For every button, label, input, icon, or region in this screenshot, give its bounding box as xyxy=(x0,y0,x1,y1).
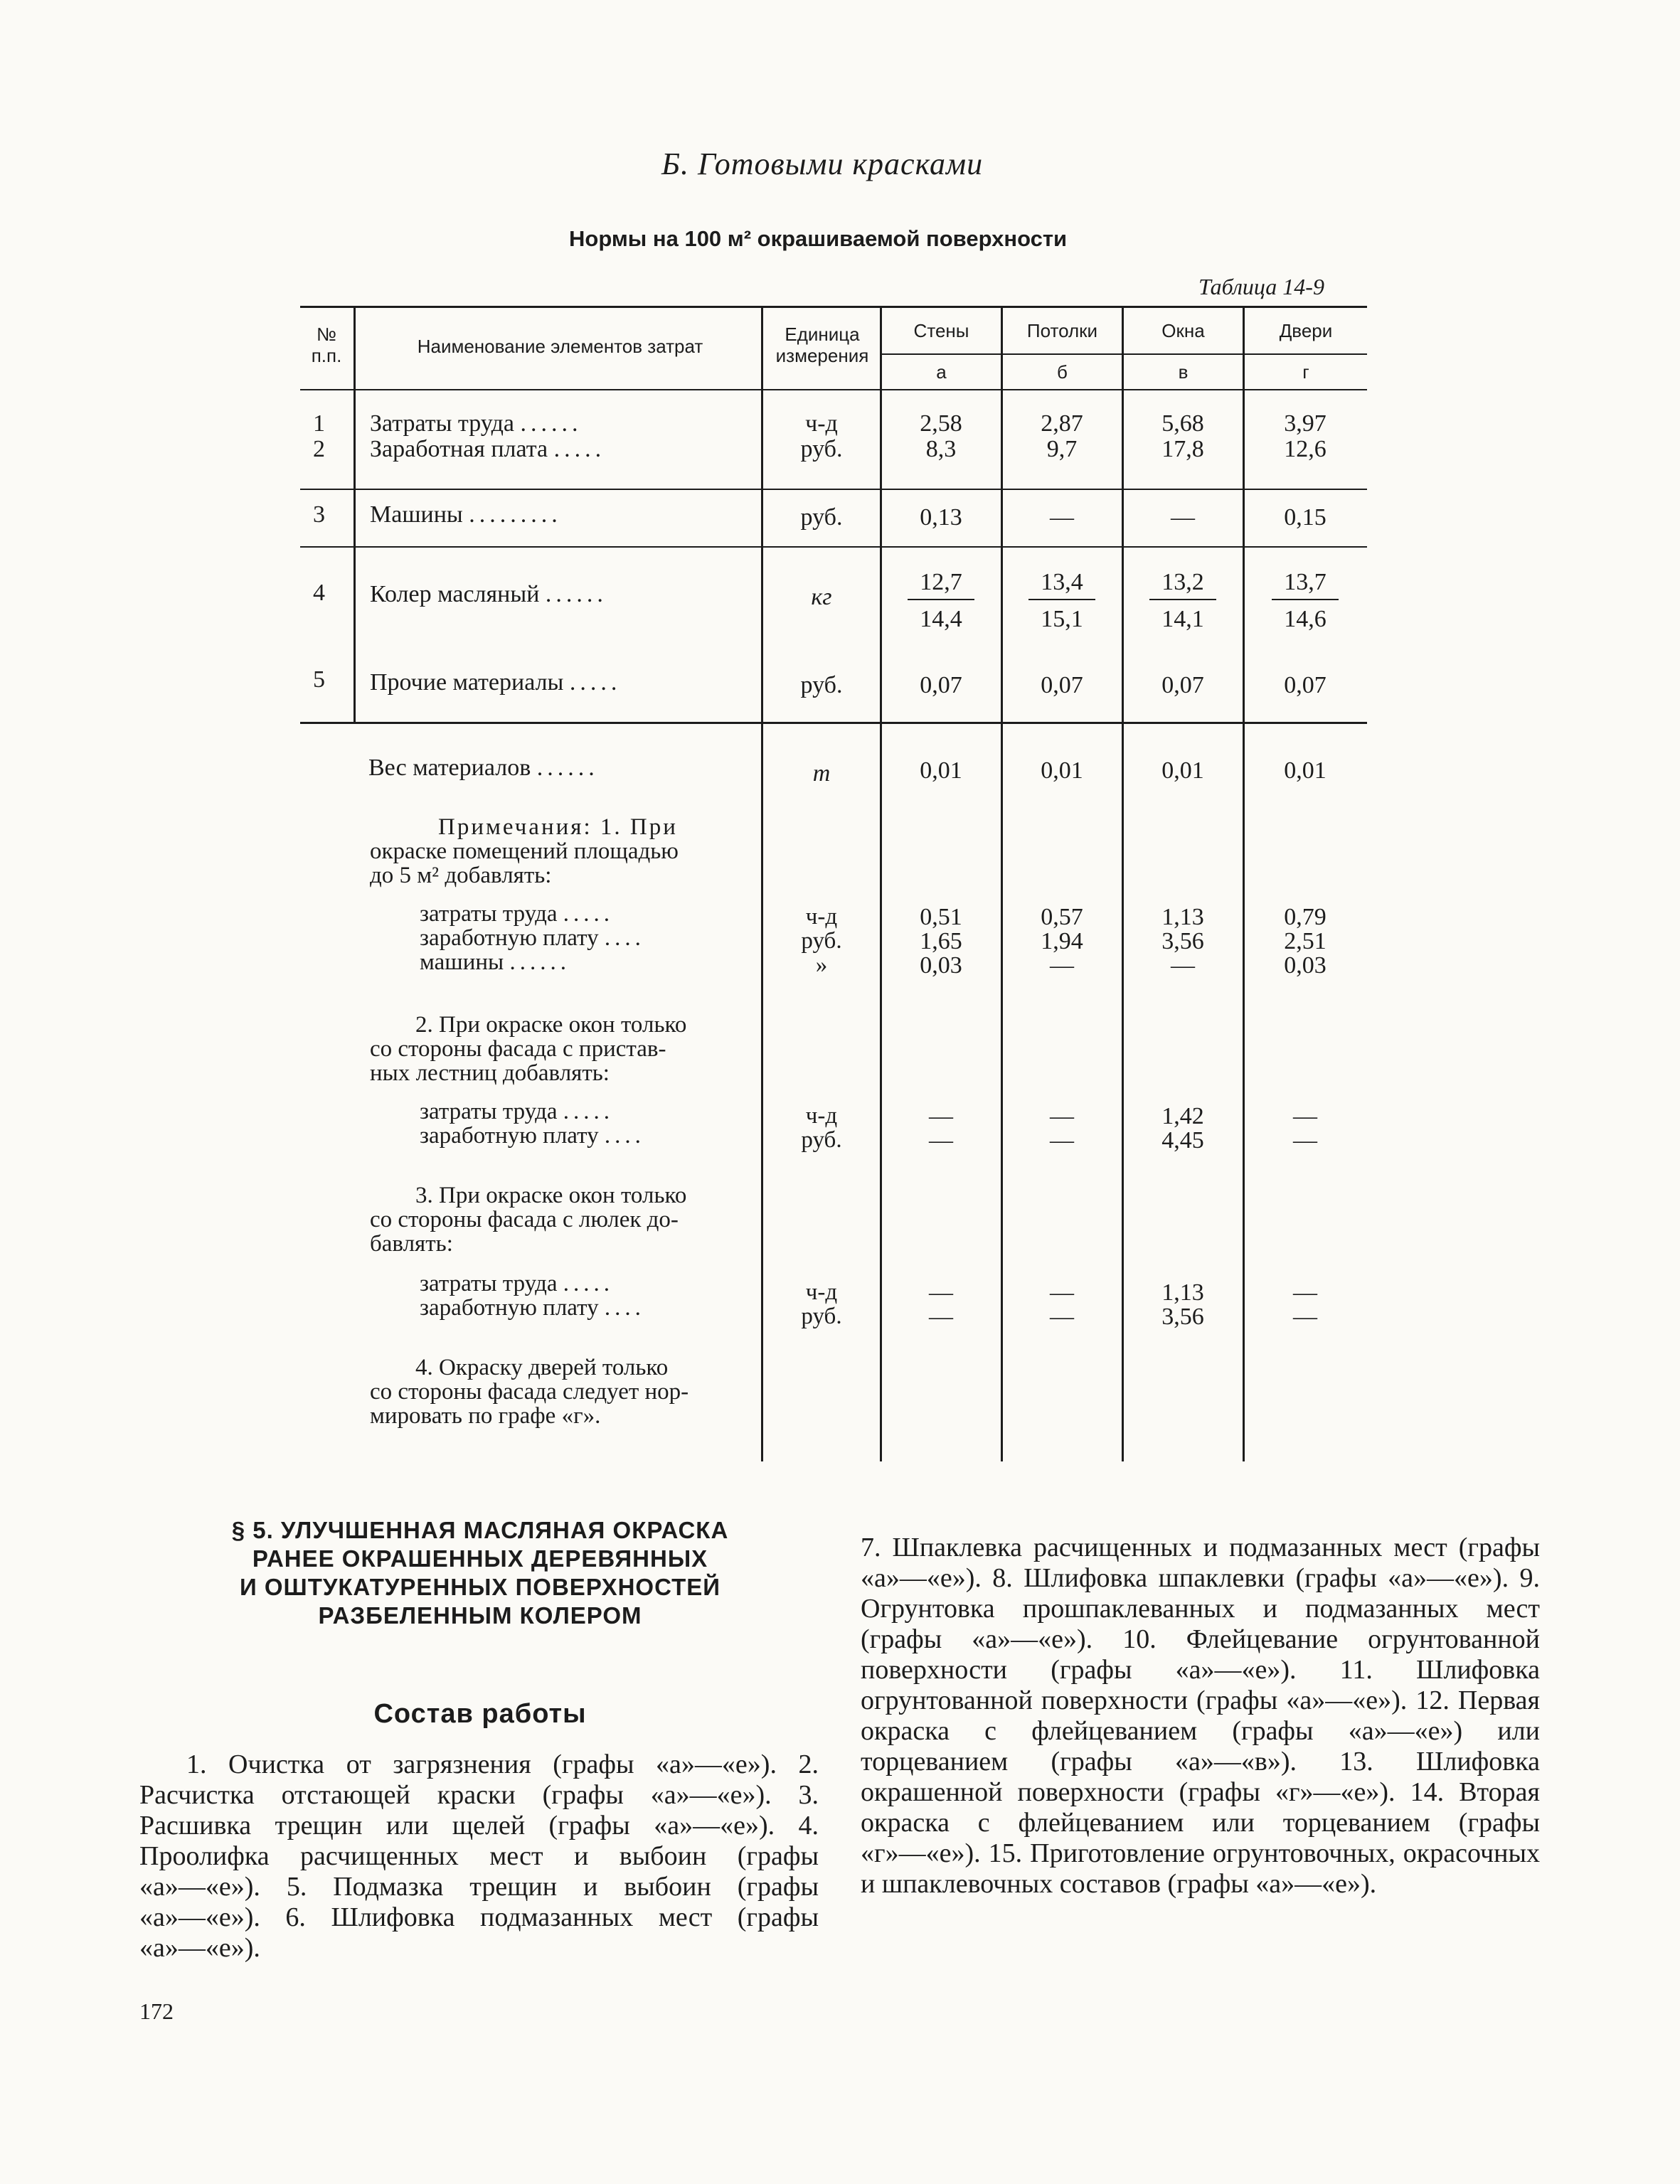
value-cell: 0,07 xyxy=(1161,672,1204,698)
value-cell: 0,07 xyxy=(920,672,962,698)
row-num: 4 xyxy=(313,580,325,606)
row-unit: т xyxy=(812,760,831,787)
fraction-cell: 13,4 15,1 xyxy=(1001,569,1122,633)
value-cell: 2,51 xyxy=(1284,928,1327,954)
header-letter-b: б xyxy=(1057,361,1068,383)
note-item-unit: руб. xyxy=(801,1304,842,1329)
value-cell: — xyxy=(1050,1103,1074,1129)
value-cell: 2,58 xyxy=(920,410,962,437)
note-item-unit: руб. xyxy=(801,1127,842,1153)
note-text: 3. При окраске окон только со стороны фасада с люлек до- бавлять: xyxy=(370,1183,687,1257)
col-rule-num xyxy=(353,306,356,722)
value-cell: 0,03 xyxy=(1284,952,1327,979)
value-cell: 17,8 xyxy=(1161,436,1204,462)
value-cell: — xyxy=(1050,952,1074,979)
value-cell: — xyxy=(1050,1279,1074,1306)
value-cell: — xyxy=(929,1103,953,1129)
row-unit: руб. xyxy=(800,672,843,698)
fraction-cell: 13,7 14,6 xyxy=(1245,569,1366,633)
note-text: 2. При окраске окон только со стороны фасада с пристав- ных лестниц добавлять: xyxy=(370,1012,687,1086)
note-item-name: затраты труда ..... xyxy=(420,1271,615,1296)
value-cell: 2,87 xyxy=(1041,410,1083,437)
row-name: Машины ......... xyxy=(370,501,562,528)
value-cell: 0,51 xyxy=(920,904,962,930)
header-num: № п.п. xyxy=(311,324,342,366)
value-cell: — xyxy=(1171,952,1195,979)
value-cell: — xyxy=(1050,1127,1074,1154)
value-cell: 0,07 xyxy=(1041,672,1083,698)
row-num: 2 xyxy=(313,436,325,462)
value-cell: — xyxy=(1050,504,1074,531)
note-item-unit: ч-д xyxy=(805,1103,838,1129)
norms-title: Нормы на 100 м² окрашиваемой поверхности xyxy=(569,226,1068,251)
header-col-d: Двери xyxy=(1279,320,1333,341)
header-unit: Единица измерения xyxy=(775,324,869,366)
note-item-name: затраты труда ..... xyxy=(420,1099,615,1124)
header-letter-a: а xyxy=(936,361,947,383)
header-letter-c: в xyxy=(1178,361,1189,383)
fraction-cell: 12,7 14,4 xyxy=(881,569,1001,633)
page-number: 172 xyxy=(139,1998,174,2024)
value-cell: — xyxy=(1293,1279,1317,1306)
value-cell: — xyxy=(1293,1304,1317,1330)
right-column-text: 7. Шпаклевка расчищенных и подмазанных мест (графы «а»—«е»). 8. Шлифовка шпаклевки (графы «а»—«е»). 9. Огрунтовка прошпаклеванных и подмазанных мест (графы «а»—«е»). 10. Флейцевание огрунтованной поверхности (графы «а»—«е»). 11. Шлифовка огрунтованной поверхности (графы «а»—«е»). 12. Первая окраска с флейцеванием (графы «а»—«е») или торцеванием (графы «а»—«в»). 13. Шлифовка окрашенной поверхности (графы «г»—«е»). 14. Вторая окраска с флейцеванием или торцеванием (графы «г»—«е»). 15. Приготовление огрунтовочных, окрасочных и шпаклевочных составов (графы «а»—«е»). xyxy=(861,1533,1540,1899)
row-rule-1 xyxy=(300,489,1367,490)
left-column-text: 1. Очистка от загрязнения (графы «а»—«е»). 2. Расчистка отстающей краски (графы «а»—«е»). 3. Расшивка трещин или щелей (графы «а»—«е»). 4. Проолифка расчищенных мест и выбоин (графы «а»—«е»). 5. Подмазка трещин и выбоин (графы «а»—«е»). 6. Шлифовка подмазанных мест (графы «а»—«е»). xyxy=(139,1749,819,1963)
note-item-unit: ч-д xyxy=(805,904,838,929)
note-item-unit: ч-д xyxy=(805,1279,838,1305)
value-cell: 9,7 xyxy=(1046,436,1078,462)
value-cell: 1,65 xyxy=(920,928,962,954)
note-text: Примечания: 1. При окраске помещений площадью до 5 м² добавлять: xyxy=(370,814,679,888)
row-unit: кг xyxy=(811,584,832,610)
value-cell: 3,56 xyxy=(1161,1304,1204,1330)
col-rule-name xyxy=(761,306,763,1461)
header-col-c: Окна xyxy=(1161,320,1205,341)
note-text: 4. Окраску дверей только со стороны фасада следует нор- мировать по графе «г». xyxy=(370,1355,689,1429)
value-cell: 0,13 xyxy=(920,504,962,531)
value-cell: 0,79 xyxy=(1284,904,1327,930)
note-item-unit: руб. xyxy=(801,928,842,954)
value-cell: 0,15 xyxy=(1284,504,1327,531)
value-cell: 1,13 xyxy=(1161,904,1204,930)
section-subheading: Б. Готовыми красками xyxy=(661,147,984,181)
row-num: 5 xyxy=(313,666,325,693)
fraction-cell: 13,2 14,1 xyxy=(1122,569,1243,633)
header-col-b: Потолки xyxy=(1026,320,1098,341)
value-cell: 1,94 xyxy=(1041,928,1083,954)
value-cell: 3,56 xyxy=(1161,928,1204,954)
note-item-name: заработную плату .... xyxy=(420,1295,645,1321)
value-cell: 0,01 xyxy=(1284,757,1327,784)
table-mid-rule xyxy=(300,722,1367,724)
table-label: Таблица 14-9 xyxy=(1198,274,1324,299)
header-col-a: Стены xyxy=(913,320,969,341)
value-cell: — xyxy=(1293,1127,1317,1154)
value-cell: 0,07 xyxy=(1284,672,1327,698)
value-cell: — xyxy=(929,1279,953,1306)
value-cell: 12,6 xyxy=(1284,436,1327,462)
value-cell: 0,01 xyxy=(1041,757,1083,784)
header-name: Наименование элементов затрат xyxy=(417,336,703,357)
row-rule-2 xyxy=(300,546,1367,548)
row-unit: ч-д xyxy=(805,410,838,437)
value-cell: 1,13 xyxy=(1161,1279,1204,1306)
value-cell: — xyxy=(1293,1103,1317,1129)
note-item-name: машины ...... xyxy=(420,949,570,975)
row-unit: руб. xyxy=(800,436,843,462)
row-name: Заработная плата ..... xyxy=(370,436,606,462)
value-cell: 0,57 xyxy=(1041,904,1083,930)
row-name: Колер масляный ...... xyxy=(370,581,607,607)
value-cell: — xyxy=(1171,504,1195,531)
row-name: Прочие материалы ..... xyxy=(370,669,622,696)
section-title: § 5. УЛУЧШЕННАЯ МАСЛЯНАЯ ОКРАСКА РАНЕЕ ОКРАШЕННЫХ ДЕРЕВЯННЫХ И ОШТУКАТУРЕННЫХ ПОВЕРХНОСТЕЙ РАЗБЕЛЕННЫМ КОЛЕРОМ xyxy=(231,1517,729,1629)
value-cell: 4,45 xyxy=(1161,1127,1204,1154)
value-cell: — xyxy=(929,1127,953,1154)
value-cell: 0,03 xyxy=(920,952,962,979)
value-cell: 3,97 xyxy=(1284,410,1327,437)
row-unit: руб. xyxy=(800,504,843,531)
table-top-rule xyxy=(300,306,1367,308)
row-name: Затраты труда ...... xyxy=(370,410,583,437)
note-item-name: заработную плату .... xyxy=(420,1123,645,1149)
work-composition-title: Состав работы xyxy=(373,1699,587,1729)
header-letter-d: г xyxy=(1302,361,1309,383)
value-cell: 0,01 xyxy=(920,757,962,784)
value-cell: — xyxy=(929,1304,953,1330)
value-cell: 8,3 xyxy=(925,436,957,462)
value-cell: — xyxy=(1050,1304,1074,1330)
note-item-name: заработную плату .... xyxy=(420,925,645,951)
note-item-name: затраты труда ..... xyxy=(420,901,615,927)
value-cell: 1,42 xyxy=(1161,1103,1204,1129)
value-cell: 5,68 xyxy=(1161,410,1204,437)
value-cell: 0,01 xyxy=(1161,757,1204,784)
note-item-unit: » xyxy=(815,952,828,978)
row-num: 1 xyxy=(313,410,325,437)
header-rule xyxy=(300,389,1367,390)
weight-row-name: Вес материалов ...... xyxy=(368,755,599,781)
row-num: 3 xyxy=(313,501,325,528)
